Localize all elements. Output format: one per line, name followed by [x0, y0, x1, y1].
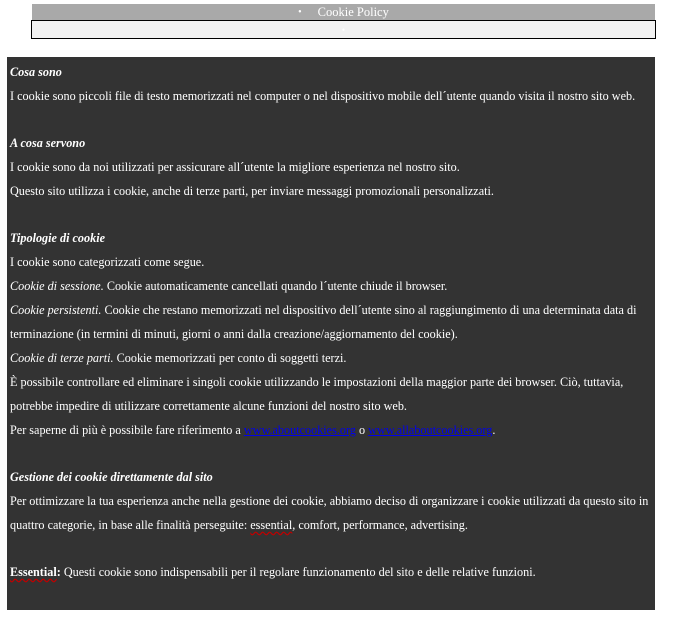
- paragraph: È possibile controllare ed eliminare i singoli cookie utilizzando le impostazioni della maggior parte dei browser. Ciò, tuttavia, potrebbe impedire di utilizzare correttamente alcune funzioni del nostro sito web.: [10, 375, 624, 413]
- paragraph: I cookie sono categorizzati come segue.: [10, 255, 205, 269]
- link-allaboutcookies[interactable]: www.allaboutcookies.org: [368, 423, 493, 437]
- paragraph-essential: [10, 560, 651, 584]
- tab-bullet: •: [298, 6, 302, 18]
- text-persistent: Cookie che restano memorizzati nel dispositivo dell´utente sino al raggiungimento di una determinata data di terminazione (in termini di minuti, giorni o anni dalla creazione/aggiornamento del cookie).: [10, 303, 637, 341]
- text-more-prefix: Per saperne di più è possibile fare riferimento a: [10, 423, 244, 437]
- term-essential: Essential: [10, 565, 57, 579]
- section-heading-a-cosa-servono: A cosa servono: [10, 136, 86, 150]
- cookie-policy-panel: [7, 57, 655, 610]
- text-third-party: Cookie memorizzati per conto di soggetti terzi.: [113, 351, 347, 365]
- link-aboutcookies[interactable]: www.aboutcookies.org: [243, 423, 356, 437]
- paragraph: I cookie sono piccoli file di testo memorizzati nel computer o nel dispositivo mobile dell´utente quando visita il nostro sito web.: [10, 89, 636, 103]
- section-heading-cosa-sono: Cosa sono: [10, 65, 62, 79]
- sub-tab-bullet: •: [341, 24, 346, 35]
- text-categories-b: , comfort, performance, advertising.: [292, 518, 468, 532]
- term-third-party: Cookie di terze parti.: [10, 351, 114, 365]
- text-categories-a: Per ottimizzare la tua esperienza anche nella gestione dei cookie, abbiamo deciso di organizzare i cookie utilizzati da questo sito in quattro categorie, in base alle finalità perseguite:: [10, 494, 649, 532]
- term-session: Cookie di sessione.: [10, 279, 104, 293]
- text-session: Cookie automaticamente cancellati quando l´utente chiude il browser.: [103, 279, 448, 293]
- paragraph-more-info: [10, 418, 651, 442]
- paragraph-session: [10, 274, 651, 298]
- paragraph-categories: [10, 489, 651, 537]
- text-essential-desc: Questi cookie sono indispensabili per il regolare funzionamento del sito e delle relative funzioni.: [60, 565, 536, 579]
- text-suffix: .: [492, 423, 496, 437]
- paragraph: I cookie sono da noi utilizzati per assicurare all´utente la migliore esperienza nel nostro sito.: [10, 160, 460, 174]
- term-persistent: Cookie persistenti.: [10, 303, 102, 317]
- section-heading-gestione: Gestione dei cookie direttamente dal sito: [10, 470, 213, 484]
- section-heading-tipologie: Tipologie di cookie: [10, 231, 105, 245]
- tab-cookie-policy[interactable]: Cookie Policy: [317, 4, 389, 19]
- text-essential: essential: [250, 518, 293, 532]
- paragraph-third-party: [10, 346, 651, 370]
- paragraph: Questo sito utilizza i cookie, anche di terze parti, per inviare messaggi promozionali personalizzati.: [10, 184, 494, 198]
- sub-tab-bar: [31, 20, 656, 39]
- text-or: o: [355, 423, 369, 437]
- tab-bar: [32, 4, 655, 20]
- paragraph-persistent: [10, 298, 651, 346]
- term-colon: :: [56, 565, 61, 579]
